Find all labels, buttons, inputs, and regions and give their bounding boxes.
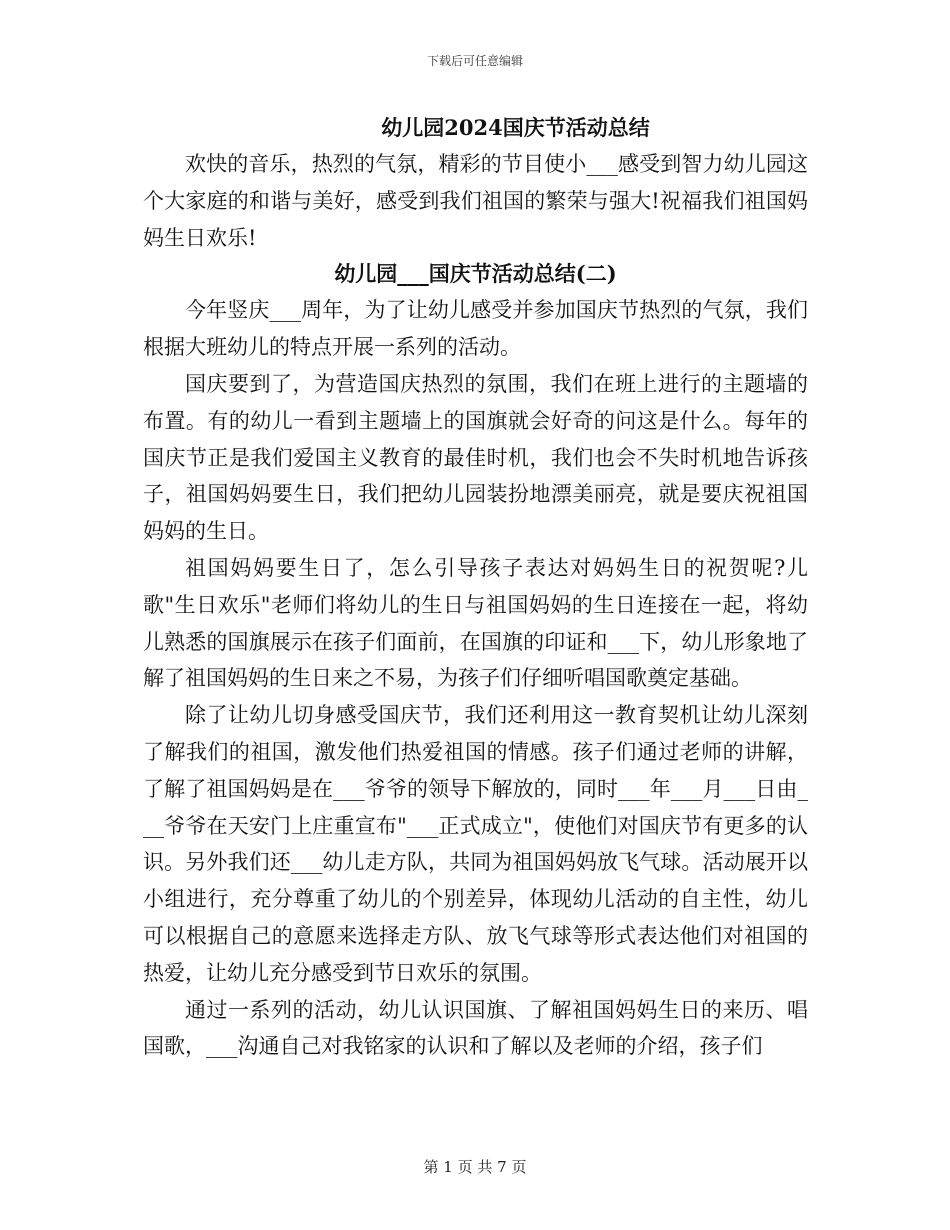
paragraph: 欢快的音乐，热烈的气氛，精彩的节目使小___感受到智力幼儿园这个大家庭的和谐与美好，感受到我们祖国的繁荣与强大!祝福我们祖国妈妈生日欢乐!: [143, 152, 808, 250]
section-title: 幼儿园___国庆节活动总结(二): [334, 261, 617, 287]
page-number: 第 1 页 共 7 页: [423, 1158, 527, 1176]
page-header-note: 下载后可任意编辑: [426, 54, 523, 68]
document-body: [143, 110, 808, 1065]
document-title: 幼儿园2024国庆节活动总结: [381, 115, 650, 140]
paragraph: 除了让幼儿切身感受国庆节，我们还利用这一教育契机让幼儿深刻了解我们的祖国，激发他们热爱祖国的情感。孩子们通过老师的讲解，了解了祖国妈妈是在___爷爷的领导下解放的，同时___年___月___日由___爷爷在天安门上庄重宣布"___正式成立"，使他们对国庆节有更多的认识。另外我们还___幼儿走方队，共同为祖国妈妈放飞气球。活动展开以小组进行，充分尊重了幼儿的个别差异，体现幼儿活动的自主性，幼儿可以根据自己的意愿来选择走方队、放飞气球等形式表达他们对祖国的热爱，让幼儿充分感受到节日欢乐的氛围。: [143, 703, 808, 985]
paragraph: 祖国妈妈要生日了，怎么引导孩子表达对妈妈生日的祝贺呢?儿歌"生日欢乐"老师们将幼儿的生日与祖国妈妈的生日连接在一起，将幼儿熟悉的国旗展示在孩子们面前，在国旗的印证和___下，幼儿形象地了解了祖国妈妈的生日来之不易，为孩子们仔细听唱国歌奠定基础。: [143, 555, 808, 691]
paragraph: 通过一系列的活动，幼儿认识国旗、了解祖国妈妈生日的来历、唱国歌，___沟通自己对我铭家的认识和了解以及老师的介绍，孩子们: [143, 997, 808, 1059]
paragraph: 今年竖庆___周年，为了让幼儿感受并参加国庆节热烈的气氛，我们根据大班幼儿的特点开展一系列的活动。: [143, 298, 808, 360]
paragraph: 国庆要到了，为营造国庆热烈的氛围，我们在班上进行的主题墙的布置。有的幼儿一看到主题墙上的国旗就会好奇的问这是什么。每年的国庆节正是我们爱国主义教育的最佳时机，我们也会不失时机地告诉孩子，祖国妈妈要生日，我们把幼儿园装扮地漂美丽亮，就是要庆祝祖国妈妈的生日。: [143, 371, 808, 544]
